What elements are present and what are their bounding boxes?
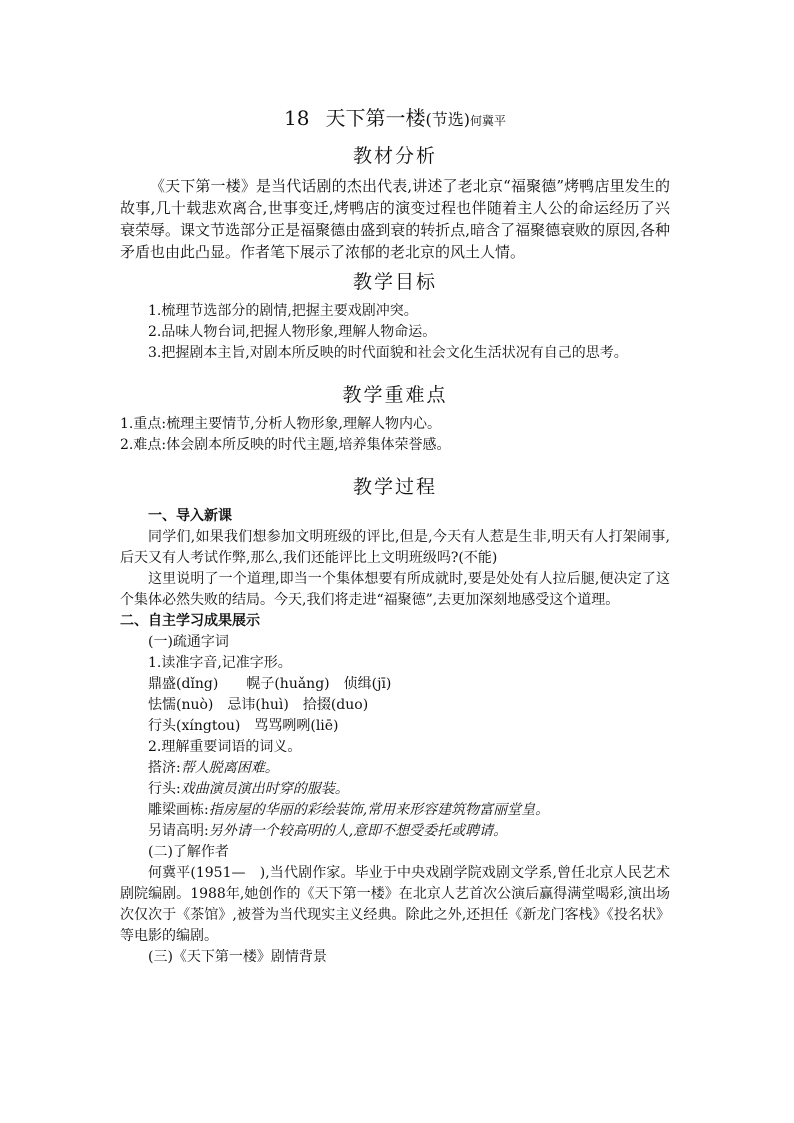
word-item-2: 2.理解重要词语的词义。 [148, 739, 302, 755]
definition-text: 帮人脱离困难。 [180, 760, 279, 776]
document-content [120, 104, 670, 968]
goal-item-3: 3.把握剧本主旨,对剧本所反映的时代面貌和社会文化生活状况有自己的思考。 [148, 345, 628, 361]
lesson-main-title: 天下第一楼 [325, 106, 426, 130]
pronunciation-word: 行头(xíngtou) [148, 718, 241, 734]
pronunciation-word: 骂骂咧咧(liē) [254, 718, 339, 734]
pronunciation-word: 侦缉(jī) [343, 676, 392, 692]
section-process-heading: 教学过程 [352, 476, 437, 498]
section-key-points-heading: 教学重难点 [342, 384, 448, 406]
analysis-paragraph: 《天下第一楼》是当代话剧的杰出代表,讲述了老北京“福聚德”烤鸭店里发生的故事,几十载悲欢离合,世事变迁,烤鸭店的演变过程也伴随着主人公的命运经历了兴衰荣辱。课文节选部分正是福聚德由盛到衰的转折点,暗含了福聚德衰败的原因,各种矛盾也由此凸显。作者笔下展示了浓郁的老北京的风土人情。 [120, 177, 670, 261]
lesson-subtitle: (节选) [425, 110, 470, 129]
pronunciation-row-2 [120, 695, 670, 716]
process-part1-paragraph-1: 同学们,如果我们想参加文明班级的评比,但是,今天有人惹是生非,明天有人打架闹事,后天又有人考试作弊,那么,我们还能评比上文明班级吗?(不能) [120, 529, 670, 566]
definition-row [120, 779, 670, 800]
definition-text: 另外请一个较高明的人,意即不想受委托或聘请。 [208, 823, 508, 839]
subsection-2-title: (二)了解作者 [148, 844, 229, 860]
definition-term: 搭济: [148, 760, 181, 776]
pronunciation-row-3 [120, 716, 670, 737]
definition-term: 雕梁画栋: [148, 802, 209, 818]
process-part2-title: 二、自主学习成果展示 [120, 613, 260, 629]
definition-row [120, 758, 670, 779]
goal-item-1: 1.梳理节选部分的剧情,把握主要戏剧冲突。 [148, 303, 418, 319]
pronunciation-word: 怯懦(nuò) [148, 697, 214, 713]
subsection-3-title: (三)《天下第一楼》剧情背景 [148, 949, 327, 965]
pronunciation-word: 拾掇(duo) [302, 697, 369, 713]
lesson-number: 18 [284, 106, 310, 130]
pronunciation-row-1 [120, 674, 670, 695]
process-part1-paragraph-2: 这里说明了一个道理,即当一个集体想要有所成就时,要是处处有人拉后腿,便决定了这个集体必然失败的结局。今天,我们将走进“福聚德”,去更加深刻地感受这个道理。 [120, 571, 670, 608]
section-goals-heading: 教学目标 [352, 271, 437, 293]
pronunciation-word: 幌子(huǎng) [246, 676, 330, 692]
subsection-1-title: (一)疏通字词 [148, 634, 229, 650]
lesson-title [120, 104, 670, 135]
key-point-1: 1.重点:梳理主要情节,分析人物形象,理解人物内心。 [120, 416, 441, 432]
definition-term: 行头: [148, 781, 181, 797]
pronunciation-word: 鼎盛(dǐng) [148, 676, 219, 692]
section-analysis-heading: 教材分析 [352, 145, 437, 167]
goal-item-2: 2.品味人物台词,把握人物形象,理解人物命运。 [148, 324, 437, 340]
word-item-1: 1.读准字音,记准字形。 [148, 655, 292, 671]
lesson-author: 何冀平 [469, 114, 506, 128]
definition-term: 另请高明: [148, 823, 209, 839]
definition-row [120, 821, 670, 842]
key-point-2: 2.难点:体会剧本所反映的时代主题,培养集体荣誉感。 [120, 437, 451, 453]
definition-row [120, 800, 670, 821]
process-part1-title: 一、导入新课 [148, 508, 232, 524]
definition-text: 指房屋的华丽的彩绘装饰,常用来形容建筑物富丽堂皇。 [208, 802, 550, 818]
author-paragraph: 何冀平(1951— ),当代剧作家。毕业于中央戏剧学院戏剧文学系,曾任北京人民艺术剧院编剧。1988年,她创作的《天下第一楼》在北京人艺首次公演后赢得满堂喝彩,演出场次仅次于《茶馆》,被誉为当代现实主义经典。除此之外,还担任《新龙门客栈》《投名状》等电影的编剧。 [120, 865, 670, 944]
definition-text: 戏曲演员演出时穿的服装。 [180, 781, 349, 797]
pronunciation-word: 忌讳(huì) [227, 697, 289, 713]
